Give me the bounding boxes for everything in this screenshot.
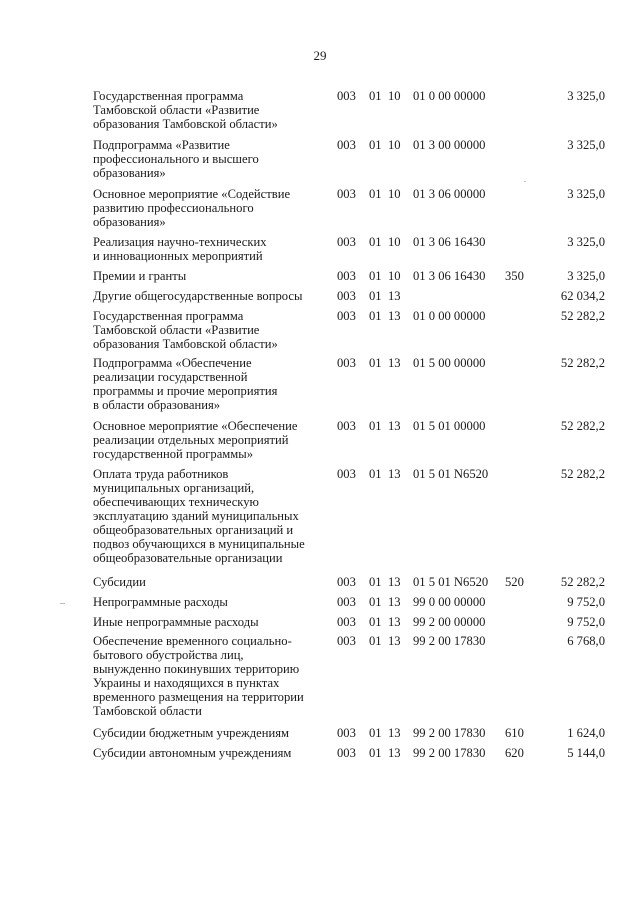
section-code: 01 <box>369 419 382 433</box>
amount: 3 325,0 <box>567 187 605 201</box>
item-name <box>93 138 325 180</box>
amount: 6 768,0 <box>567 634 605 648</box>
subsection-code: 13 <box>388 467 401 481</box>
subsection-code: 13 <box>388 289 401 303</box>
expense-type-code: 610 <box>505 726 524 740</box>
subsection-code: 13 <box>388 419 401 433</box>
amount: 9 752,0 <box>567 615 605 629</box>
grbs-code: 003 <box>337 235 356 249</box>
grbs-code: 003 <box>337 289 356 303</box>
amount: 3 325,0 <box>567 138 605 152</box>
item-name-line: общеобразовательные организации <box>93 551 283 565</box>
amount: 3 325,0 <box>567 269 605 283</box>
item-name-line: Другие общегосударственные вопросы <box>93 289 303 303</box>
item-name-line: и инновационных мероприятий <box>93 249 263 263</box>
item-name-line: муниципальных организаций, <box>93 481 255 495</box>
item-name-line: Основное мероприятие «Обеспечение <box>93 419 298 433</box>
item-name-line: Подпрограмма «Развитие <box>93 138 230 152</box>
item-name <box>93 746 325 760</box>
item-name <box>93 726 325 740</box>
item-name-line: образования Тамбовской области» <box>93 337 278 351</box>
subsection-code: 13 <box>388 746 401 760</box>
item-name-line: временного размещения на территории <box>93 690 304 704</box>
section-code: 01 <box>369 575 382 589</box>
expense-type-code: 350 <box>505 269 524 283</box>
target-article-code: 01 3 06 16430 <box>413 269 486 283</box>
item-name-line: профессионального и высшего <box>93 152 259 166</box>
target-article-code: 01 0 00 00000 <box>413 309 486 323</box>
item-name <box>93 615 325 629</box>
target-article-code: 01 3 06 00000 <box>413 187 486 201</box>
item-name-line: эксплуатацию зданий муниципальных <box>93 509 299 523</box>
amount: 62 034,2 <box>560 289 605 303</box>
item-name-line: Украины и находящихся в пунктах <box>93 676 280 690</box>
target-article-code: 01 5 00 00000 <box>413 356 486 370</box>
item-name <box>93 235 325 263</box>
item-name-line: Субсидии бюджетным учреждениям <box>93 726 289 740</box>
item-name <box>93 467 325 565</box>
target-article-code: 01 3 00 00000 <box>413 138 486 152</box>
subsection-code: 13 <box>388 615 401 629</box>
item-name-line: Государственная программа <box>93 89 244 103</box>
section-code: 01 <box>369 309 382 323</box>
item-name-line: образования Тамбовской области» <box>93 117 278 131</box>
page-number: 29 <box>313 48 327 63</box>
item-name-line: бытового обустройства лиц, <box>93 648 244 662</box>
grbs-code: 003 <box>337 575 356 589</box>
target-article-code: 99 2 00 17830 <box>413 634 486 648</box>
subsection-code: 10 <box>388 89 401 103</box>
item-name-line: государственной программы» <box>93 447 253 461</box>
item-name-line: реализации отдельных мероприятий <box>93 433 289 447</box>
subsection-code: 10 <box>388 187 401 201</box>
item-name <box>93 269 325 283</box>
grbs-code: 003 <box>337 615 356 629</box>
item-name-line: Тамбовской области <box>93 704 202 718</box>
grbs-code: 003 <box>337 138 356 152</box>
item-name-line: Государственная программа <box>93 309 244 323</box>
subsection-code: 10 <box>388 235 401 249</box>
section-code: 01 <box>369 138 382 152</box>
amount: 3 325,0 <box>567 235 605 249</box>
item-name <box>93 289 325 303</box>
grbs-code: 003 <box>337 187 356 201</box>
grbs-code: 003 <box>337 309 356 323</box>
subsection-code: 13 <box>388 726 401 740</box>
item-name-line: Реализация научно-технических <box>93 235 267 249</box>
item-name-line: Обеспечение временного социально- <box>93 634 292 648</box>
section-code: 01 <box>369 467 382 481</box>
target-article-code: 99 2 00 17830 <box>413 746 486 760</box>
item-name-line: развитию профессионального <box>93 201 254 215</box>
section-code: 01 <box>369 615 382 629</box>
item-name-line: в области образования» <box>93 398 221 412</box>
grbs-code: 003 <box>337 634 356 648</box>
expense-type-code: 520 <box>505 575 524 589</box>
amount: 52 282,2 <box>560 309 605 323</box>
amount: 52 282,2 <box>560 356 605 370</box>
subsection-code: 13 <box>388 575 401 589</box>
amount: 3 325,0 <box>567 89 605 103</box>
grbs-code: 003 <box>337 726 356 740</box>
item-name-line: Тамбовской области «Развитие <box>93 103 260 117</box>
item-name-line: программы и прочие мероприятия <box>93 384 278 398</box>
grbs-code: 003 <box>337 89 356 103</box>
section-code: 01 <box>369 269 382 283</box>
item-name-line: Премии и гранты <box>93 269 187 283</box>
item-name-line: Субсидии <box>93 575 146 589</box>
amount: 5 144,0 <box>567 746 605 760</box>
section-code: 01 <box>369 356 382 370</box>
amount: 52 282,2 <box>560 419 605 433</box>
target-article-code: 01 5 01 N6520 <box>413 575 489 589</box>
item-name <box>93 89 325 131</box>
scan-dot <box>524 181 526 182</box>
item-name-line: Субсидии автономным учреждениям <box>93 746 292 760</box>
amount: 52 282,2 <box>560 467 605 481</box>
item-name-line: подвоз обучающихся в муниципальные <box>93 537 305 551</box>
item-name-line: Основное мероприятие «Содействие <box>93 187 291 201</box>
target-article-code: 99 0 00 00000 <box>413 595 486 609</box>
grbs-code: 003 <box>337 356 356 370</box>
grbs-code: 003 <box>337 419 356 433</box>
section-code: 01 <box>369 235 382 249</box>
section-code: 01 <box>369 89 382 103</box>
item-name-line: Оплата труда работников <box>93 467 229 481</box>
item-name <box>93 634 325 718</box>
item-name <box>93 187 325 229</box>
item-name-line: образования» <box>93 215 166 229</box>
grbs-code: 003 <box>337 269 356 283</box>
expense-type-code: 620 <box>505 746 524 760</box>
section-code: 01 <box>369 634 382 648</box>
target-article-code: 99 2 00 17830 <box>413 726 486 740</box>
item-name-line: обеспечивающих техническую <box>93 495 259 509</box>
target-article-code: 01 5 01 00000 <box>413 419 486 433</box>
subsection-code: 13 <box>388 634 401 648</box>
item-name-line: вынужденно покинувших территорию <box>93 662 300 676</box>
item-name-line: Непрограммные расходы <box>93 595 228 609</box>
subsection-code: 10 <box>388 269 401 283</box>
section-code: 01 <box>369 289 382 303</box>
item-name-line: реализации государственной <box>93 370 248 384</box>
subsection-code: 13 <box>388 356 401 370</box>
item-name <box>93 595 325 609</box>
subsection-code: 13 <box>388 595 401 609</box>
target-article-code: 01 0 00 00000 <box>413 89 486 103</box>
item-name <box>93 309 325 351</box>
item-name <box>93 419 325 461</box>
grbs-code: 003 <box>337 467 356 481</box>
item-name <box>93 356 325 412</box>
item-name-line: Подпрограмма «Обеспечение <box>93 356 252 370</box>
section-code: 01 <box>369 187 382 201</box>
amount: 9 752,0 <box>567 595 605 609</box>
subsection-code: 10 <box>388 138 401 152</box>
section-code: 01 <box>369 746 382 760</box>
section-code: 01 <box>369 595 382 609</box>
amount: 52 282,2 <box>560 575 605 589</box>
item-name-line: общеобразовательных организаций и <box>93 523 294 537</box>
target-article-code: 01 3 06 16430 <box>413 235 486 249</box>
section-code: 01 <box>369 726 382 740</box>
target-article-code: 01 5 01 N6520 <box>413 467 489 481</box>
item-name <box>93 575 325 589</box>
target-article-code: 99 2 00 00000 <box>413 615 486 629</box>
subsection-code: 13 <box>388 309 401 323</box>
item-name-line: Тамбовской области «Развитие <box>93 323 260 337</box>
margin-mark <box>60 603 65 604</box>
grbs-code: 003 <box>337 595 356 609</box>
item-name-line: образования» <box>93 166 166 180</box>
grbs-code: 003 <box>337 746 356 760</box>
amount: 1 624,0 <box>567 726 605 740</box>
item-name-line: Иные непрограммные расходы <box>93 615 259 629</box>
